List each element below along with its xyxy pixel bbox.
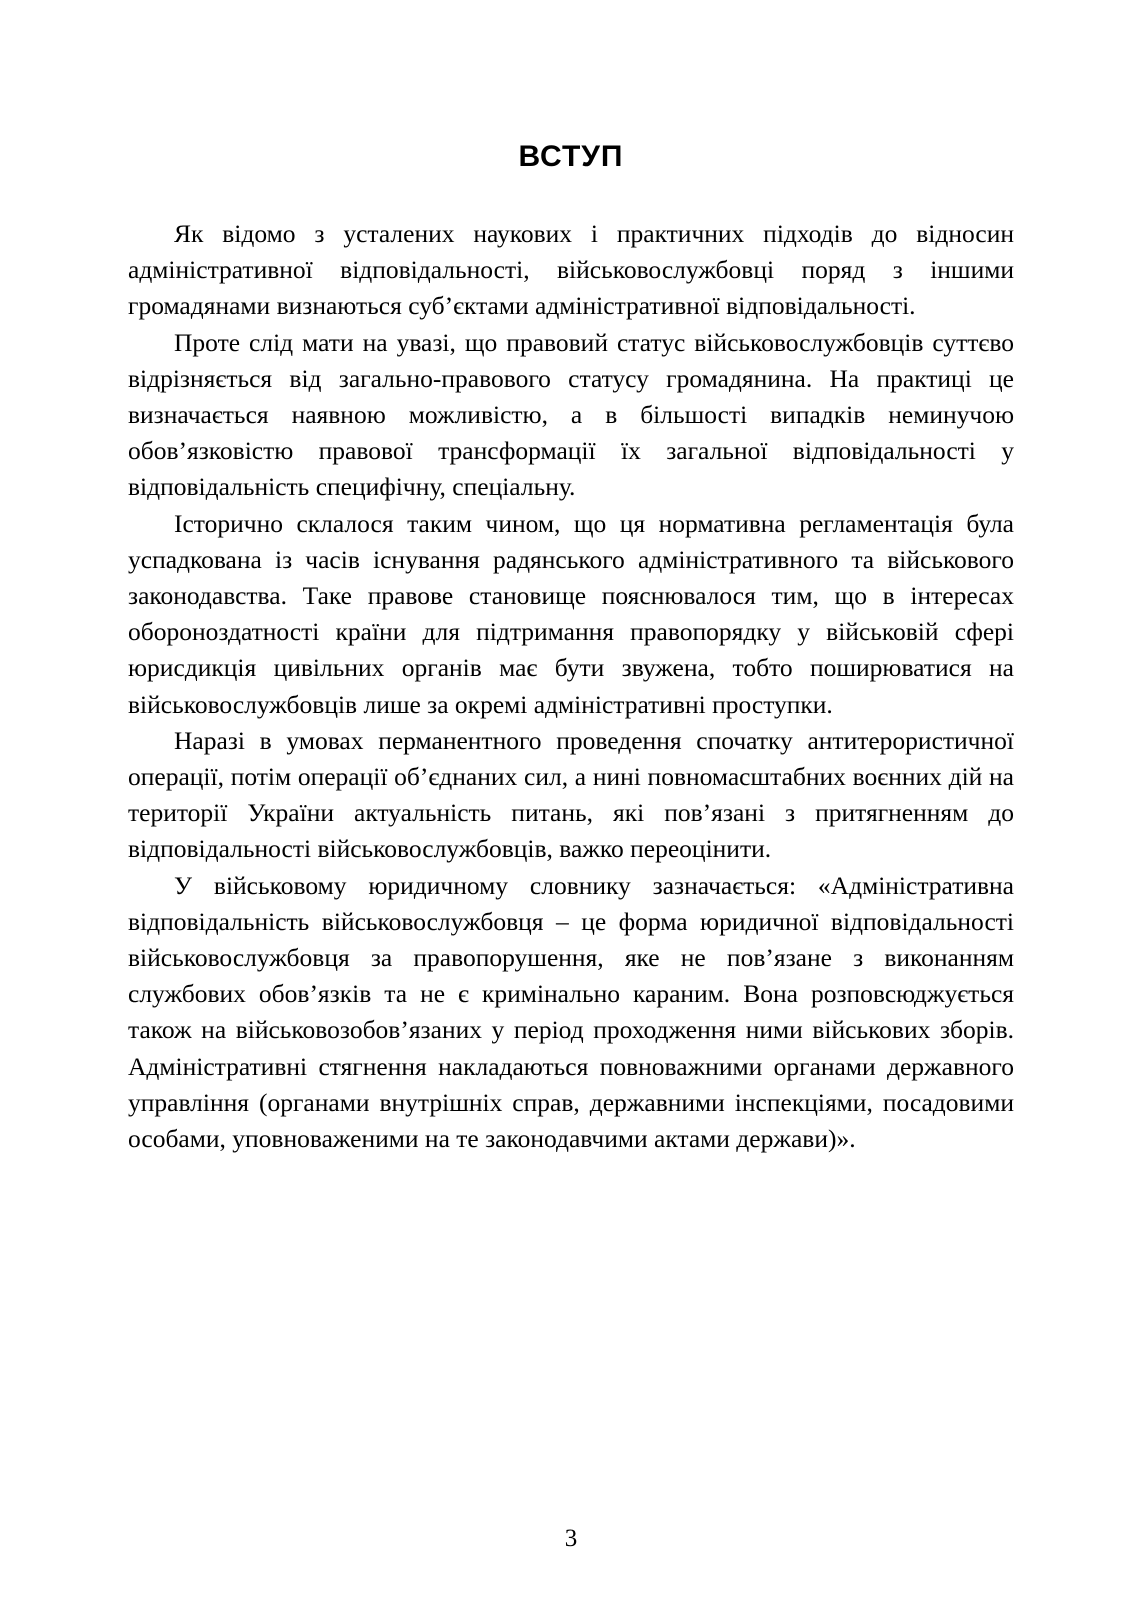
paragraph-5: У військовому юридичному словнику зазначається: «Адміністративна відповідальність військовослужбовця – це форма юридичної відповідальності військовослужбовця за правопорушення, яке не пов’язане з виконанням службових обов’язків та не є кримінально караним. Вона розповсюджується також на військовозобов’язаних у період проходження ними військових зборів. Адміністративні стягнення накладаються повноважними органами державного управління (органами внутрішніх справ, державними інспекціями, посадовими особами, уповноваженими на те законодавчими актами держави)».	[128, 870, 1014, 1154]
paragraph-4: Наразі в умовах перманентного проведення спочатку антитерористичної операції, потім операції об’єднаних сил, а нині повномасштабних воєнних дій на території України актуальність питань, які пов’язані з притягненням до відповідальності військовослужбовців, важко переоцінити.	[128, 725, 1014, 864]
page-number: 3	[564, 1525, 578, 1552]
paragraph-2: Проте слід мати на увазі, що правовий статус військовослужбовців суттєво відрізняється від загально-правового статусу громадянина. На практиці це визначається наявною можливістю, а в більшості випадків неминучою обов’язковістю правової трансформації їх загальної відповідальності у відповідальність специфічну, спеціальну.	[128, 327, 1014, 502]
body-text	[128, 216, 1014, 1157]
paragraph-3: Історично склалося таким чином, що ця нормативна регламентація була успадкована із часів існування радянського адміністративного та військового законодавства. Таке правове становище пояснювалося тим, що в інтересах обороноздатності країни для підтримання правопорядку у військовій сфері юрисдикція цивільних органів має бути звужена, тобто поширюватися на військовослужбовців лише за окремі адміністративні проступки.	[128, 508, 1014, 719]
paragraph-1: Як відомо з усталених наукових і практичних підходів до відносин адміністративної відповідальності, військовослужбовці поряд з іншими громадянами визнаються суб’єктами адміністративної відповідальності.	[128, 219, 1014, 321]
page-title: ВСТУП	[518, 140, 624, 173]
